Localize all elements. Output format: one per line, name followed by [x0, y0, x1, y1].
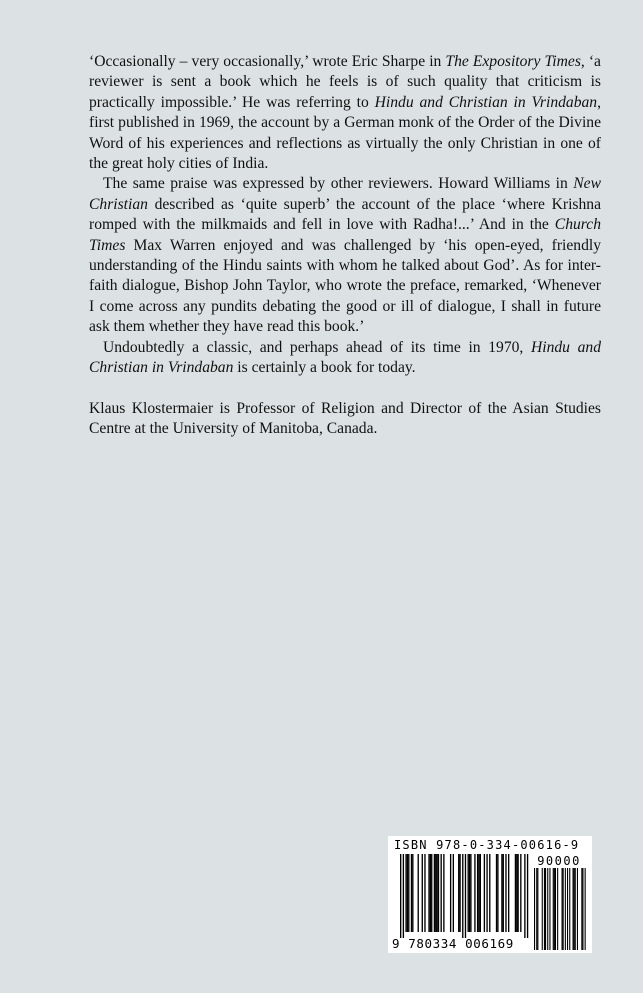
addon-bar	[553, 868, 554, 950]
barcode-bar	[520, 854, 521, 932]
barcode-bar	[462, 854, 463, 938]
barcode-bar	[484, 854, 485, 932]
barcode-bar	[503, 854, 504, 932]
text-run: Undoubtedly a classic, and perhaps ahead of its time in 1970,	[103, 338, 531, 356]
barcode-bar	[497, 854, 498, 932]
addon-bar	[581, 868, 582, 950]
publication-title: New Christian	[89, 175, 601, 213]
barcode-bar	[428, 854, 429, 932]
addon-bar	[542, 868, 543, 950]
barcode-bar	[505, 854, 506, 932]
book-title: Hindu and Christian in Vrindaban	[89, 338, 601, 377]
ean-digits: 9 780334 006169	[392, 936, 514, 951]
barcode-bar	[436, 854, 437, 932]
isbn-barcode	[388, 836, 592, 953]
barcode-bar	[474, 854, 475, 932]
text-run: , ‘a reviewer is sent a book which he feels is of such quality that criticism is practically impossible.’ He was referring to	[89, 53, 601, 111]
barcode-bar	[418, 854, 419, 932]
addon-bar	[557, 868, 558, 950]
publication-title: The Expository Times	[445, 53, 581, 70]
barcode-bar	[405, 854, 406, 932]
addon-bar	[549, 868, 550, 950]
barcode-bar	[412, 854, 413, 932]
barcode-bar	[515, 854, 516, 932]
addon-bar	[574, 868, 575, 950]
barcode-bar	[480, 854, 481, 932]
barcode-bar	[407, 854, 408, 932]
blurb-paragraph-1	[89, 52, 601, 174]
barcode-bar	[469, 854, 470, 932]
barcode-bar	[527, 854, 528, 938]
barcode-bar	[478, 854, 479, 932]
barcode-bar	[496, 854, 497, 932]
barcode-bar	[477, 854, 478, 932]
barcode-bar	[486, 854, 487, 932]
barcode-bar	[468, 854, 469, 932]
blurb-paragraph-3	[89, 338, 601, 379]
barcode-bar	[524, 854, 525, 938]
barcode-bar	[434, 854, 435, 932]
addon-bar	[565, 868, 566, 950]
barcode-bar	[465, 854, 466, 938]
addon-bar	[555, 868, 556, 950]
addon-bar	[573, 868, 574, 950]
addon-bar	[582, 868, 583, 950]
barcode-bar	[438, 854, 439, 932]
text-run: ‘Occasionally – very occasionally,’ wrote Eric Sharpe in	[89, 53, 446, 70]
addon-bar	[537, 868, 538, 950]
publication-title: Church Times	[89, 216, 601, 254]
barcode-bar	[508, 854, 509, 932]
barcode-bar	[453, 854, 454, 932]
addon-bar	[585, 868, 586, 950]
barcode-bar	[435, 854, 436, 932]
barcode-bar	[424, 854, 425, 932]
barcode-bar	[516, 854, 517, 932]
barcode-bar	[458, 854, 459, 932]
book-title: Hindu and Christian in Vrindaban	[374, 93, 598, 111]
barcode-bar	[517, 854, 518, 932]
addon-bar	[562, 868, 563, 950]
addon-bar	[569, 868, 570, 950]
barcode-bar	[430, 854, 431, 932]
barcode-bar	[400, 854, 401, 938]
addon-bar	[547, 868, 548, 950]
text-run: , first published in 1969, the account by a German monk of the Order of the Divine Word of his experiences and reflections as virtually the only Christian in one of the great holy cities of India.	[89, 93, 602, 173]
barcode-bar	[408, 854, 409, 932]
barcode-bar	[441, 854, 442, 932]
back-cover-blurb	[89, 52, 601, 439]
addon-bar	[575, 868, 576, 950]
addon-bar	[534, 868, 535, 950]
addon-bar	[554, 868, 555, 950]
addon-bar	[567, 868, 568, 950]
text-run: The same praise was expressed by other reviewers. Howard Williams in	[103, 175, 574, 193]
price-addon-code: 90000	[537, 854, 581, 868]
text-run: Max Warren enjoyed and was challenged by ‘his open-eyed, friendly understanding of the Hindu saints with whom he talked about God’. As for inter-faith dialogue, Bishop John Taylor, who wrote the preface, remarked, ‘Whenever I come across any pundits debating the good or ill of dialogue, I shall in future ask them whether they have read this book.’	[89, 236, 601, 336]
barcode-bar	[443, 854, 444, 932]
isbn-label: ISBN 978-0-334-00616-9	[394, 838, 580, 852]
barcode-bar	[431, 854, 432, 932]
barcode-bar	[422, 854, 423, 932]
barcode-bar	[459, 854, 460, 932]
addon-bar	[544, 868, 545, 950]
text-run: is certainly a book for today.	[233, 359, 416, 377]
barcode-bar	[470, 854, 471, 932]
addon-bar	[536, 868, 537, 950]
addon-bar	[577, 868, 578, 950]
addon-bar	[563, 868, 564, 950]
barcode-bar	[411, 854, 412, 932]
blurb-paragraph-2	[89, 174, 601, 337]
barcode-bar	[501, 854, 502, 932]
author-bio: Klaus Klostermaier is Professor of Religion and Director of the Asian Studies Centre at the University of Manitoba, Canada.	[89, 399, 601, 437]
barcode-bar	[450, 854, 451, 932]
text-run: described as ‘quite superb’ the account of the place ‘where Krishna romped with the milkmaids and fell in love with Radha!...’ And in the	[89, 195, 601, 234]
barcode-bar	[403, 854, 404, 938]
barcode-bar	[489, 854, 490, 932]
addon-bar	[545, 868, 546, 950]
